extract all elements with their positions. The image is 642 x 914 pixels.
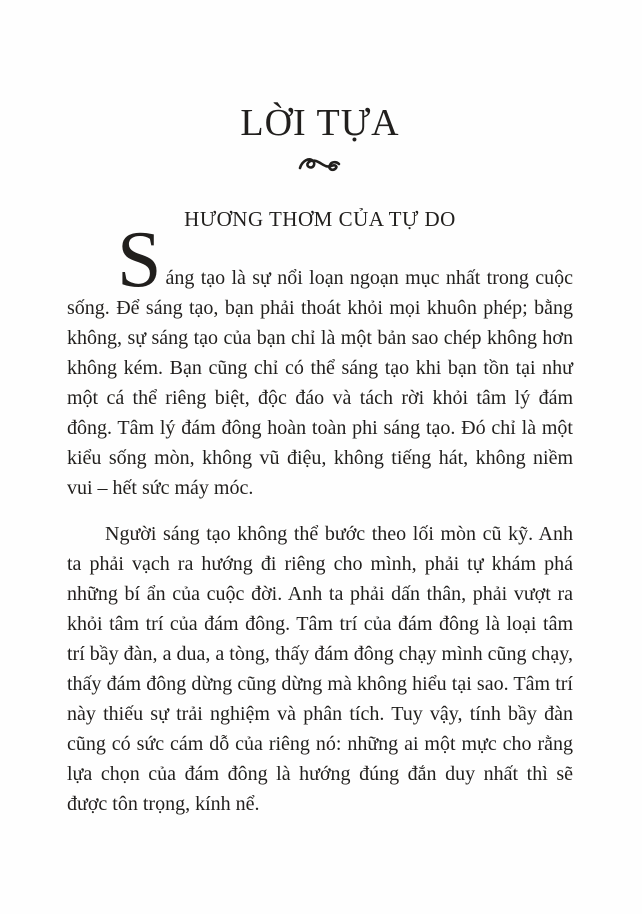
section-subtitle: HƯƠNG THƠM CỦA TỰ DO	[184, 206, 456, 231]
fleuron-ornament-icon	[67, 155, 573, 177]
text-column	[67, 0, 573, 819]
paragraph-text: áng tạo là sự nổi loạn ngoạn mục nhất trong cuộc sống. Để sáng tạo, bạn phải thoát khỏi mọi khuôn phép; bằng không, sự sáng tạo của bạn chỉ là một bản sao chép không hơn không kém. Bạn cũng chỉ có thể sáng tạo khi bạn tồn tại như một cá thể riêng biệt, độc đáo và tách rời khỏi tâm lý đám đông. Tâm lý đám đông hoàn toàn phi sáng tạo. Đó chỉ là một kiểu sống mòn, không vũ điệu, không tiếng hát, không niềm vui – hết sức máy móc.	[67, 266, 573, 499]
body-paragraph: Người sáng tạo không thể bước theo lối mòn cũ kỹ. Anh ta phải vạch ra hướng đi riêng cho mình, phải tự khám phá những bí ẩn của cuộc đời. Anh ta phải dấn thân, phải vượt ra khỏi tâm trí của đám đông. Tâm trí của đám đông là loại tâm trí bầy đàn, a dua, a tòng, thấy đám đông chạy mình cũng chạy, thấy đám đông dừng cũng dừng mà không hiểu tại sao. Tâm trí này thiếu sự trải nghiệm và phân tích. Tuy vậy, tính bầy đàn cũng có sức cám dỗ của riêng nó: những ai một mực cho rằng lựa chọn của đám đông là hướng đúng đắn duy nhất thì sẽ được tôn trọng, kính nể.	[67, 522, 573, 815]
chapter-title: LỜI TỰA	[240, 102, 400, 144]
drop-cap-letter: S	[117, 215, 163, 304]
